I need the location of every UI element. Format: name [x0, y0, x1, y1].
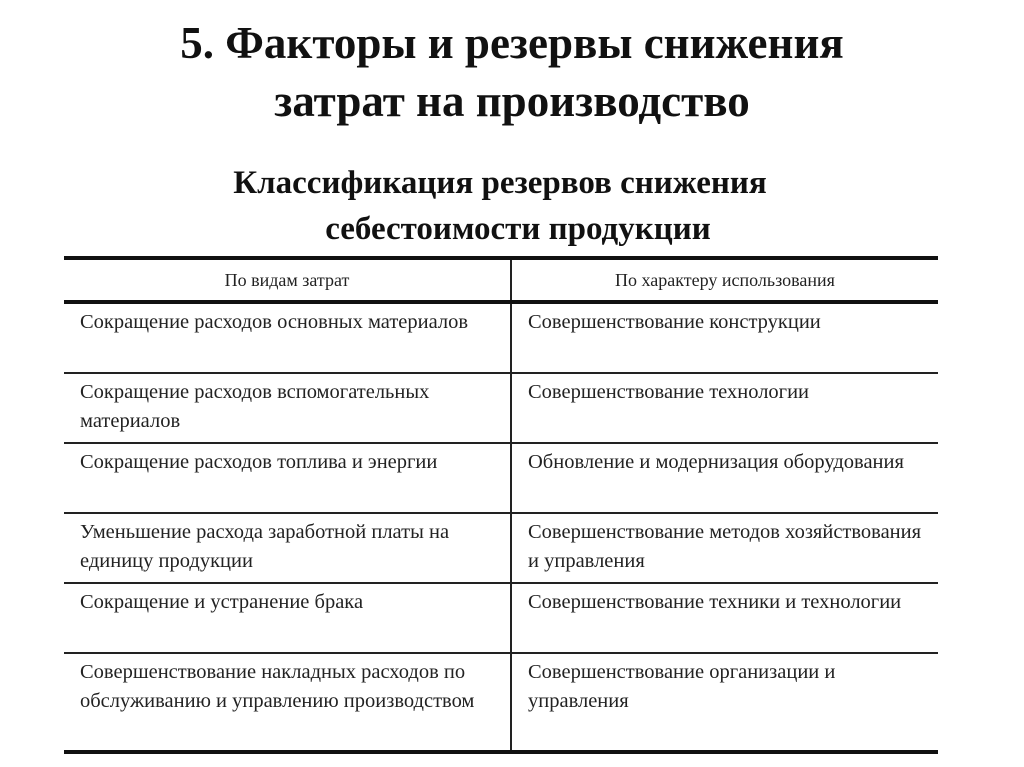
- cell-cost-type: Уменьшение расхода заработной платы на единицу продукции: [64, 513, 511, 583]
- header-usage-nature: По характеру использования: [511, 258, 938, 302]
- table-row: [64, 373, 938, 443]
- slide-title: [0, 14, 1024, 130]
- slide-title-line-2: затрат на производство: [274, 76, 750, 126]
- cell-usage-nature: Совершенствование методов хозяйствования и управления: [511, 513, 938, 583]
- table-header-row: [64, 258, 938, 302]
- table-row: [64, 302, 938, 373]
- table-row: [64, 513, 938, 583]
- table-row: [64, 583, 938, 653]
- cell-usage-nature: Совершенствование организации и управления: [511, 653, 938, 752]
- cell-usage-nature: Совершенствование технологии: [511, 373, 938, 443]
- cell-usage-nature: Совершенствование конструкции: [511, 302, 938, 373]
- cell-cost-type: Сокращение расходов основных материалов: [64, 302, 511, 373]
- cell-usage-nature: Совершенствование техники и технологии: [511, 583, 938, 653]
- table-caption: [0, 160, 1000, 252]
- table-row: [64, 653, 938, 752]
- slide-title-line-1: 5. Факторы и резервы снижения: [180, 18, 844, 68]
- header-cost-types: По видам затрат: [64, 258, 511, 302]
- cell-cost-type: Совершенствование накладных расходов по обслуживанию и управлению производством: [64, 653, 511, 752]
- cell-usage-nature: Обновление и модернизация оборудования: [511, 443, 938, 513]
- reserves-table: [64, 256, 938, 754]
- cell-cost-type: Сокращение расходов топлива и энергии: [64, 443, 511, 513]
- cell-cost-type: Сокращение и устранение брака: [64, 583, 511, 653]
- table-caption-line-1: Классификация резервов снижения: [233, 165, 767, 201]
- table-row: [64, 443, 938, 513]
- table-caption-line-2: себестоимости продукции: [325, 211, 711, 247]
- cell-cost-type: Сокращение расходов вспомогательных материалов: [64, 373, 511, 443]
